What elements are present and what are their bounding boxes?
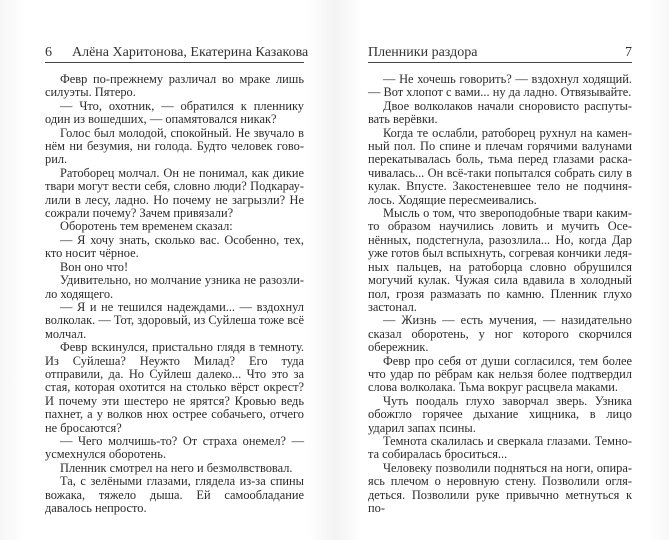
left-page-body <box>45 73 304 515</box>
paragraph: Ратоборец молчал. Он не понимал, как дикие твари могут вести себя, словно люди? Подкараулили в лесу, ладно. Но почему не загрызли? Не сожрали почему? Зачем привязали? <box>45 165 304 221</box>
paragraph: — Не хочешь говорить? — вздохнул ходящий. — Вот хлопот с вами... ну да ладно. Отвязывайте. <box>368 72 632 100</box>
left-page-header <box>45 44 309 63</box>
paragraph: Та, с зелёными глазами, глядела из-за спины вожака, тяжело дыша. Ей самообладание давалось непросто. <box>45 474 304 515</box>
paragraph: Человеку позволили подняться на ноги, опираясь плечом о неровную стену. Позволили оглядеться. Позволили руке привычно метнуться к по- <box>368 460 632 515</box>
paragraph: Пленник смотрел на него и безмолвствовал. <box>60 460 293 475</box>
paragraph: — Чего молчишь-то? От страха онемел? — усмехнулся оборотень. <box>45 433 304 462</box>
paragraph: Голос был молодой, спокойный. Не звучало в нём ни безумия, ни голода. Будто человек говорил. <box>45 125 304 167</box>
paragraph: — Я хочу знать, сколько вас. Особенно, тех, кто носит чёрное. <box>45 232 304 261</box>
right-page <box>334 0 669 540</box>
paragraph: — Что, охотник, — обратился к пленнику один из вошедших, — опамятовался никак? <box>45 98 304 127</box>
paragraph: Чуть поодаль глухо заворчал зверь. Узника обожгло горячее дыхание хищника, в лицо ударил запах псины. <box>368 393 632 435</box>
running-head-title: Пленники раздора <box>368 45 478 60</box>
paragraph: Февр про себя от души согласился, тем более что удар по рёбрам как нельзя более подтвердил слова волколака. Тьма вокруг расцвела маками. <box>368 353 632 395</box>
page-number: 7 <box>625 45 632 60</box>
paragraph: Удивительно, но молчание узника не разозлило ходящего. <box>45 273 304 301</box>
right-page-header <box>368 44 632 63</box>
paragraph: Февр по-прежнему различал во мраке лишь силуэты. Пятеро. <box>45 72 304 100</box>
paragraph: Когда те ослабли, ратоборец рухнул на каменный пол. По спине и плечам горячими валунами перекатывалась боль, тьма перед глазами раскачивалась... Он всё-таки попытался собрать силу в кулак. Впусте. Закостеневшее тело не подчинялось. Ходящие пересмеивались. <box>368 125 632 207</box>
paragraph: Двое волколаков начали сноровисто распутывать верёвки. <box>368 98 632 127</box>
running-head-authors: Алёна Харитонова, Екатерина Казакова <box>72 45 309 60</box>
left-page <box>0 0 334 540</box>
paragraph: Февр вскинулся, пристально глядя в темноту. Из Суйлеша? Неужто Милад? Его туда отправили, да. Но Суйлеш далеко... Что это за стая, которая охотится на столько вёрст окрест? И почему эти шестеро не ярятся? Кровью ведь пахнет, а у волков нюх острее собачьего, отчего не бросаются? <box>45 340 304 435</box>
paragraph: — Я и не тешился надеждами... — вздохнул волколак. — Тот, здоровый, из Суйлеша тоже всё молчал. <box>45 299 304 341</box>
paragraph: — Жизнь — есть мучения, — назидательно сказал оборотень, у ног которого скорчился обережник. <box>368 313 632 355</box>
paragraph: Вон оно что! <box>60 259 129 274</box>
paragraph: Мысль о том, что звероподобные твари каким-то образом научились ловить и мучить Осенённых, подстегнула, разозлила... Но, когда Дар уже готов был вспыхнуть, согревая кончики ледяных пальцев, на ратоборца словно обрушился могучий кулак. Чужая сила вдавила в холодный пол, грозя размазать по камню. Пленник глухо застонал. <box>368 206 632 314</box>
paragraph: Оборотень тем временем сказал: <box>60 219 233 234</box>
paragraph: Темнота скалилась и сверкала глазами. Темнота собиралась броситься... <box>368 433 632 462</box>
page-number: 6 <box>45 45 52 60</box>
right-page-body <box>368 73 632 515</box>
